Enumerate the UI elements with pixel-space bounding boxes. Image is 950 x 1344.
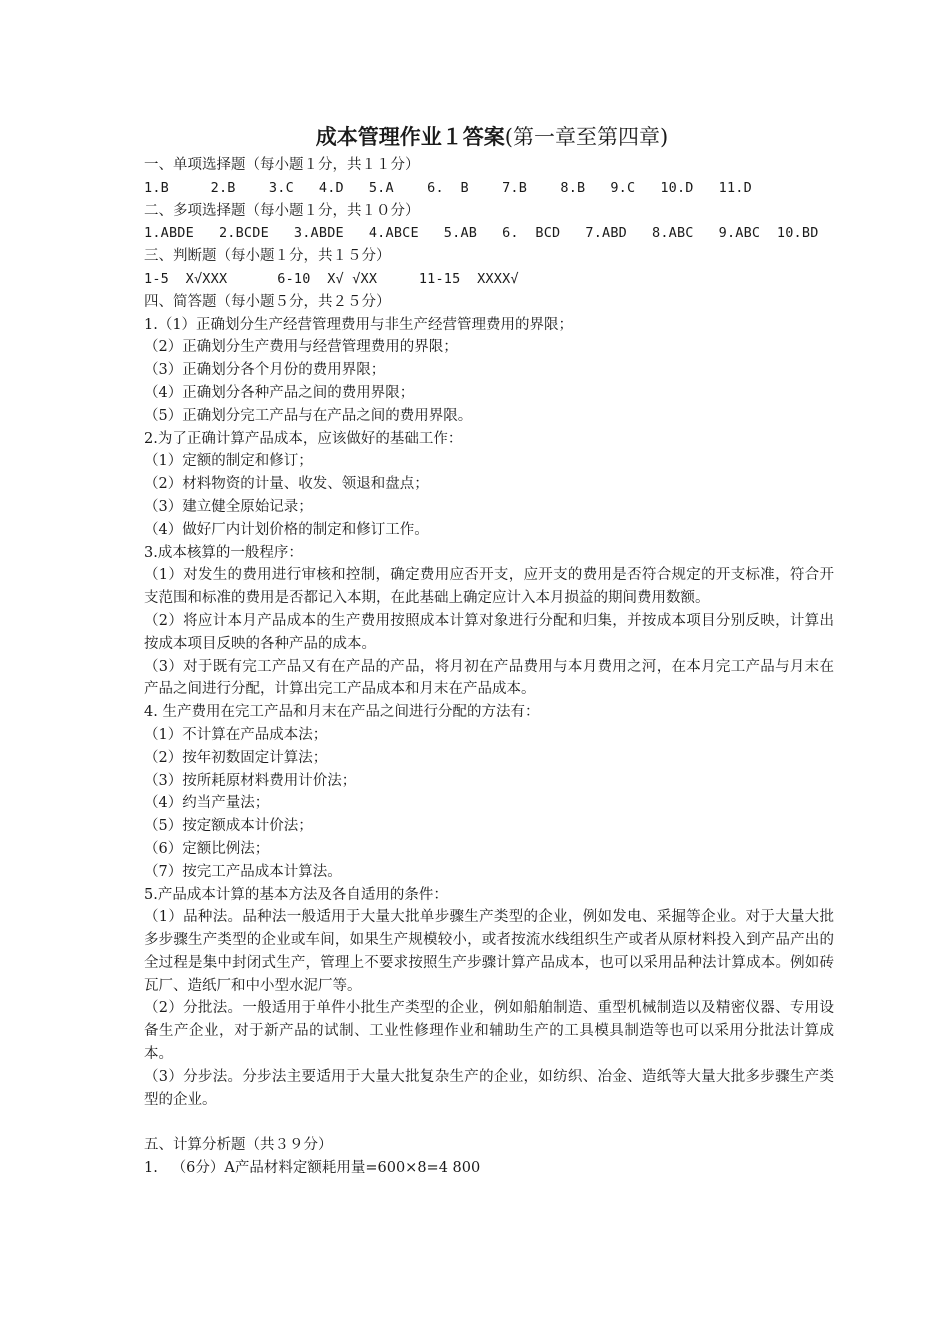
q4-line: （7）按完工产品成本计算法。: [144, 863, 342, 880]
section-3-heading: 三、判断题（每小题１分，共１５分）: [144, 248, 391, 265]
q1-line: （2）正确划分生产费用与经营管理费用的界限；: [144, 339, 458, 356]
page-title: [144, 122, 834, 154]
q5-paragraph: （2）分批法。一般适用于单件小批生产类型的企业，例如船舶制造、重型机械制造以及精密仪器、专用设备生产企业，对于新产品的试制、工业性修理作业和辅助生产的工具模具制造等也可以采用分批法计算成本。: [144, 1000, 834, 1063]
q4-line: （5）按定额成本计价法；: [144, 818, 313, 835]
q1-line: （3）正确划分各个月份的费用界限；: [144, 362, 386, 379]
section-2-answers: 1.ABDE 2.BCDE 3.ABDE 4.ABCE 5.AB 6. BCD 7.ABD 8.ABC 9.ABC 10.BD: [144, 225, 819, 242]
section-1-heading: 一、单项选择题（每小题１分，共１１分）: [144, 157, 420, 173]
q3-paragraph: （3）对于既有完工产品又有在产品的产品，将月初在产品费用与本月费用之河，在本月完工产品与月末在产品之间进行分配，计算出完工产品成本和月末在产品成本。: [144, 658, 834, 698]
q4-line: （1）不计算在产品成本法；: [144, 726, 328, 743]
section-5-heading: 五、计算分析题（共３９分）: [144, 1137, 333, 1154]
section-1-answers: 1.B 2.B 3.C 4.D 5.A 6. B 7.B 8.B 9.C 10.D 11.D: [144, 179, 752, 196]
q2-line: （1）定额的制定和修订；: [144, 453, 313, 470]
section-3-answers: 1-5 X√XXX 6-10 X√ √XX 11-15 XXXX√: [144, 270, 519, 287]
q2-line: （3）建立健全原始记录；: [144, 498, 313, 515]
q3-paragraph: （2）将应计本月产品成本的生产费用按照成本计算对象进行分配和归集，并按成本项目分别反映，计算出按成本项目反映的各种产品的成本。: [144, 612, 834, 652]
q1-line: （5）正确划分完工产品与在产品之间的费用界限。: [144, 407, 473, 424]
q4-line: （6）定额比例法；: [144, 840, 270, 857]
section-4-heading: 四、简答题（每小题５分，共２５分）: [144, 293, 391, 310]
q5-paragraph: （3）分步法。分步法主要适用于大量大批复杂生产的企业，如纺织、冶金、造纸等大量大批多步骤生产类型的企业。: [144, 1068, 834, 1108]
q5-heading: 5.产品成本计算的基本方法及各自适用的条件：: [144, 886, 448, 903]
q2-line: 2.为了正确计算产品成本，应该做好的基础工作：: [144, 430, 463, 447]
q4-line: （4）约当产量法；: [144, 795, 270, 812]
q1-line: 1.（1）正确划分生产经营管理费用与非生产经营管理费用的界限；: [144, 316, 574, 333]
section-2-heading: 二、多项选择题（每小题１分，共１０分）: [144, 202, 420, 219]
q5-paragraph: （1）品种法。品种法一般适用于大量大批单步骤生产类型的企业，例如发电、采掘等企业。对于大量大批多步骤生产类型的企业或车间，如果生产规模较小，或者按流水线组织生产或者从原材料投入到产品产出的全过程是集中封闭式生产，管理上不要求按照生产步骤计算产品成本，也可以采用品种法计算成本。例如砖瓦厂、造纸厂和中小型水泥厂等。: [144, 909, 834, 994]
q3-heading: 3.成本核算的一般程序：: [144, 544, 303, 561]
q4-line: （3）按所耗原材料费用计价法；: [144, 772, 357, 789]
q2-line: （2）材料物资的计量、收发、领退和盘点；: [144, 476, 429, 493]
q3-paragraph: （1）对发生的费用进行审核和控制，确定费用应否开支，应开支的费用是否符合规定的开支标准，符合开支范围和标准的费用是否都记入本期，在此基础上确定应计入本月损益的期间费用数额。: [144, 567, 834, 607]
document-page: [144, 122, 834, 1180]
q2-line: （4）做好厂内计划价格的制定和修订工作。: [144, 521, 429, 538]
calc-line: 1. （6分）A产品材料定额耗用量=600×8=4 800: [144, 1160, 481, 1177]
q1-line: （4）正确划分各种产品之间的费用界限；: [144, 384, 415, 401]
q4-line: 4. 生产费用在完工产品和月末在产品之间进行分配的方法有：: [144, 704, 540, 721]
title-subtitle: (第一章至第四章): [504, 125, 669, 149]
q4-line: （2）按年初数固定计算法；: [144, 749, 328, 766]
title-main: 成本管理作业１答案: [315, 124, 505, 149]
blank-line: [144, 1111, 834, 1134]
